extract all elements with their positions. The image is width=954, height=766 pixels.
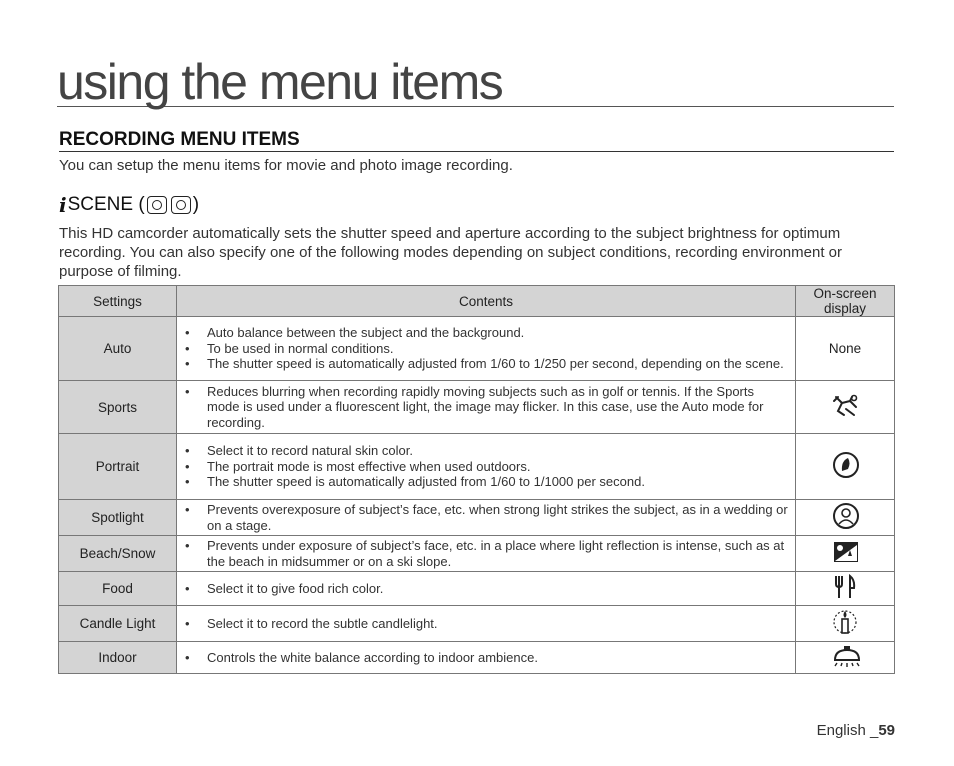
contents-bullet: • Select it to record natural skin color. — [207, 443, 789, 459]
contents-bullet: • The shutter speed is automatically adjusted from 1/60 to 1/250 per second, depending on the scene. — [207, 356, 789, 372]
page-number: 59 — [878, 722, 895, 739]
setting-contents — [177, 434, 796, 500]
iscene-heading — [59, 193, 199, 217]
header-display: On-screen display — [796, 286, 895, 317]
setting-name: Sports — [59, 381, 177, 434]
table-row — [59, 381, 895, 434]
photo-mode-icon — [171, 196, 191, 214]
contents-list — [183, 384, 789, 431]
contents-bullet: • Select it to record the subtle candlelight. — [207, 616, 789, 632]
sports-icon — [832, 393, 858, 419]
table-row — [59, 500, 895, 536]
contents-bullet: • The portrait mode is most effective when used outdoors. — [207, 459, 789, 475]
setting-contents — [177, 642, 796, 674]
header-settings: Settings — [59, 286, 177, 317]
scene-description: This HD camcorder automatically sets the shutter speed and aperture according to the subject brightness for optimum recording. You can also specify one of the following modes depending on subject conditions, recording environment or purpose of filming. — [59, 225, 842, 280]
table-header-row — [59, 286, 895, 317]
contents-bullet: • The shutter speed is automatically adjusted from 1/60 to 1/1000 per second. — [207, 474, 789, 490]
scene-table — [58, 285, 895, 674]
setting-name: Portrait — [59, 434, 177, 500]
onscreen-display — [796, 536, 895, 572]
page-footer — [817, 722, 895, 739]
footer-language: English _ — [816, 722, 879, 739]
table-row — [59, 317, 895, 381]
table-row — [59, 434, 895, 500]
contents-list — [183, 443, 789, 490]
section-heading: RECORDING MENU ITEMS — [59, 129, 894, 152]
setting-name: Auto — [59, 317, 177, 381]
contents-bullet: • Prevents overexposure of subject’s face, etc. when strong light strikes the subject, as in a wedding or on a stage. — [207, 502, 789, 533]
onscreen-display — [796, 642, 895, 674]
table-row — [59, 572, 895, 606]
setting-name: Spotlight — [59, 500, 177, 536]
setting-name: Beach/Snow — [59, 536, 177, 572]
setting-contents — [177, 536, 796, 572]
setting-contents — [177, 572, 796, 606]
contents-bullet: • To be used in normal conditions. — [207, 341, 789, 357]
table-row — [59, 606, 895, 642]
food-icon — [832, 574, 858, 600]
contents-list — [183, 616, 789, 632]
page-title: using the menu items — [57, 54, 894, 107]
contents-bullet: • Prevents under exposure of subject’s face, etc. in a place where light reflection is intense, such as at the beach in midsummer or on a ski slope. — [207, 538, 789, 569]
onscreen-display — [796, 500, 895, 536]
spotlight-icon — [832, 502, 858, 528]
setting-contents — [177, 317, 796, 381]
indoor-icon — [832, 644, 858, 670]
setting-name: Candle Light — [59, 606, 177, 642]
contents-bullet: • Select it to give food rich color. — [207, 581, 789, 597]
movie-mode-icon — [147, 196, 167, 214]
beach-snow-icon — [832, 540, 858, 566]
onscreen-display — [796, 434, 895, 500]
contents-bullet: • Auto balance between the subject and the background. — [207, 325, 789, 341]
portrait-icon — [832, 451, 858, 477]
setting-contents — [177, 500, 796, 536]
onscreen-display — [796, 381, 895, 434]
setting-contents — [177, 606, 796, 642]
onscreen-display: None — [796, 317, 895, 381]
contents-bullet: • Controls the white balance according to indoor ambience. — [207, 650, 789, 666]
iscene-heading-close: ) — [192, 194, 200, 215]
iscene-heading-label: SCENE ( — [67, 194, 145, 215]
intro-text: You can setup the menu items for movie and photo image recording. — [59, 157, 513, 174]
header-contents: Contents — [177, 286, 796, 317]
candle-light-icon — [832, 608, 858, 634]
onscreen-display — [796, 572, 895, 606]
contents-list — [183, 502, 789, 533]
contents-bullet: • Reduces blurring when recording rapidly moving subjects such as in golf or tennis. If the Sports mode is used under a fluorescent light, the image may flicker. In this case, use the Auto mode for recording. — [207, 384, 789, 431]
table-row — [59, 536, 895, 572]
setting-name: Indoor — [59, 642, 177, 674]
onscreen-display — [796, 606, 895, 642]
contents-list — [183, 325, 789, 372]
contents-list — [183, 650, 789, 666]
intelli-i-icon: i — [59, 193, 67, 217]
setting-contents — [177, 381, 796, 434]
table-row — [59, 642, 895, 674]
setting-name: Food — [59, 572, 177, 606]
contents-list — [183, 538, 789, 569]
contents-list — [183, 581, 789, 597]
